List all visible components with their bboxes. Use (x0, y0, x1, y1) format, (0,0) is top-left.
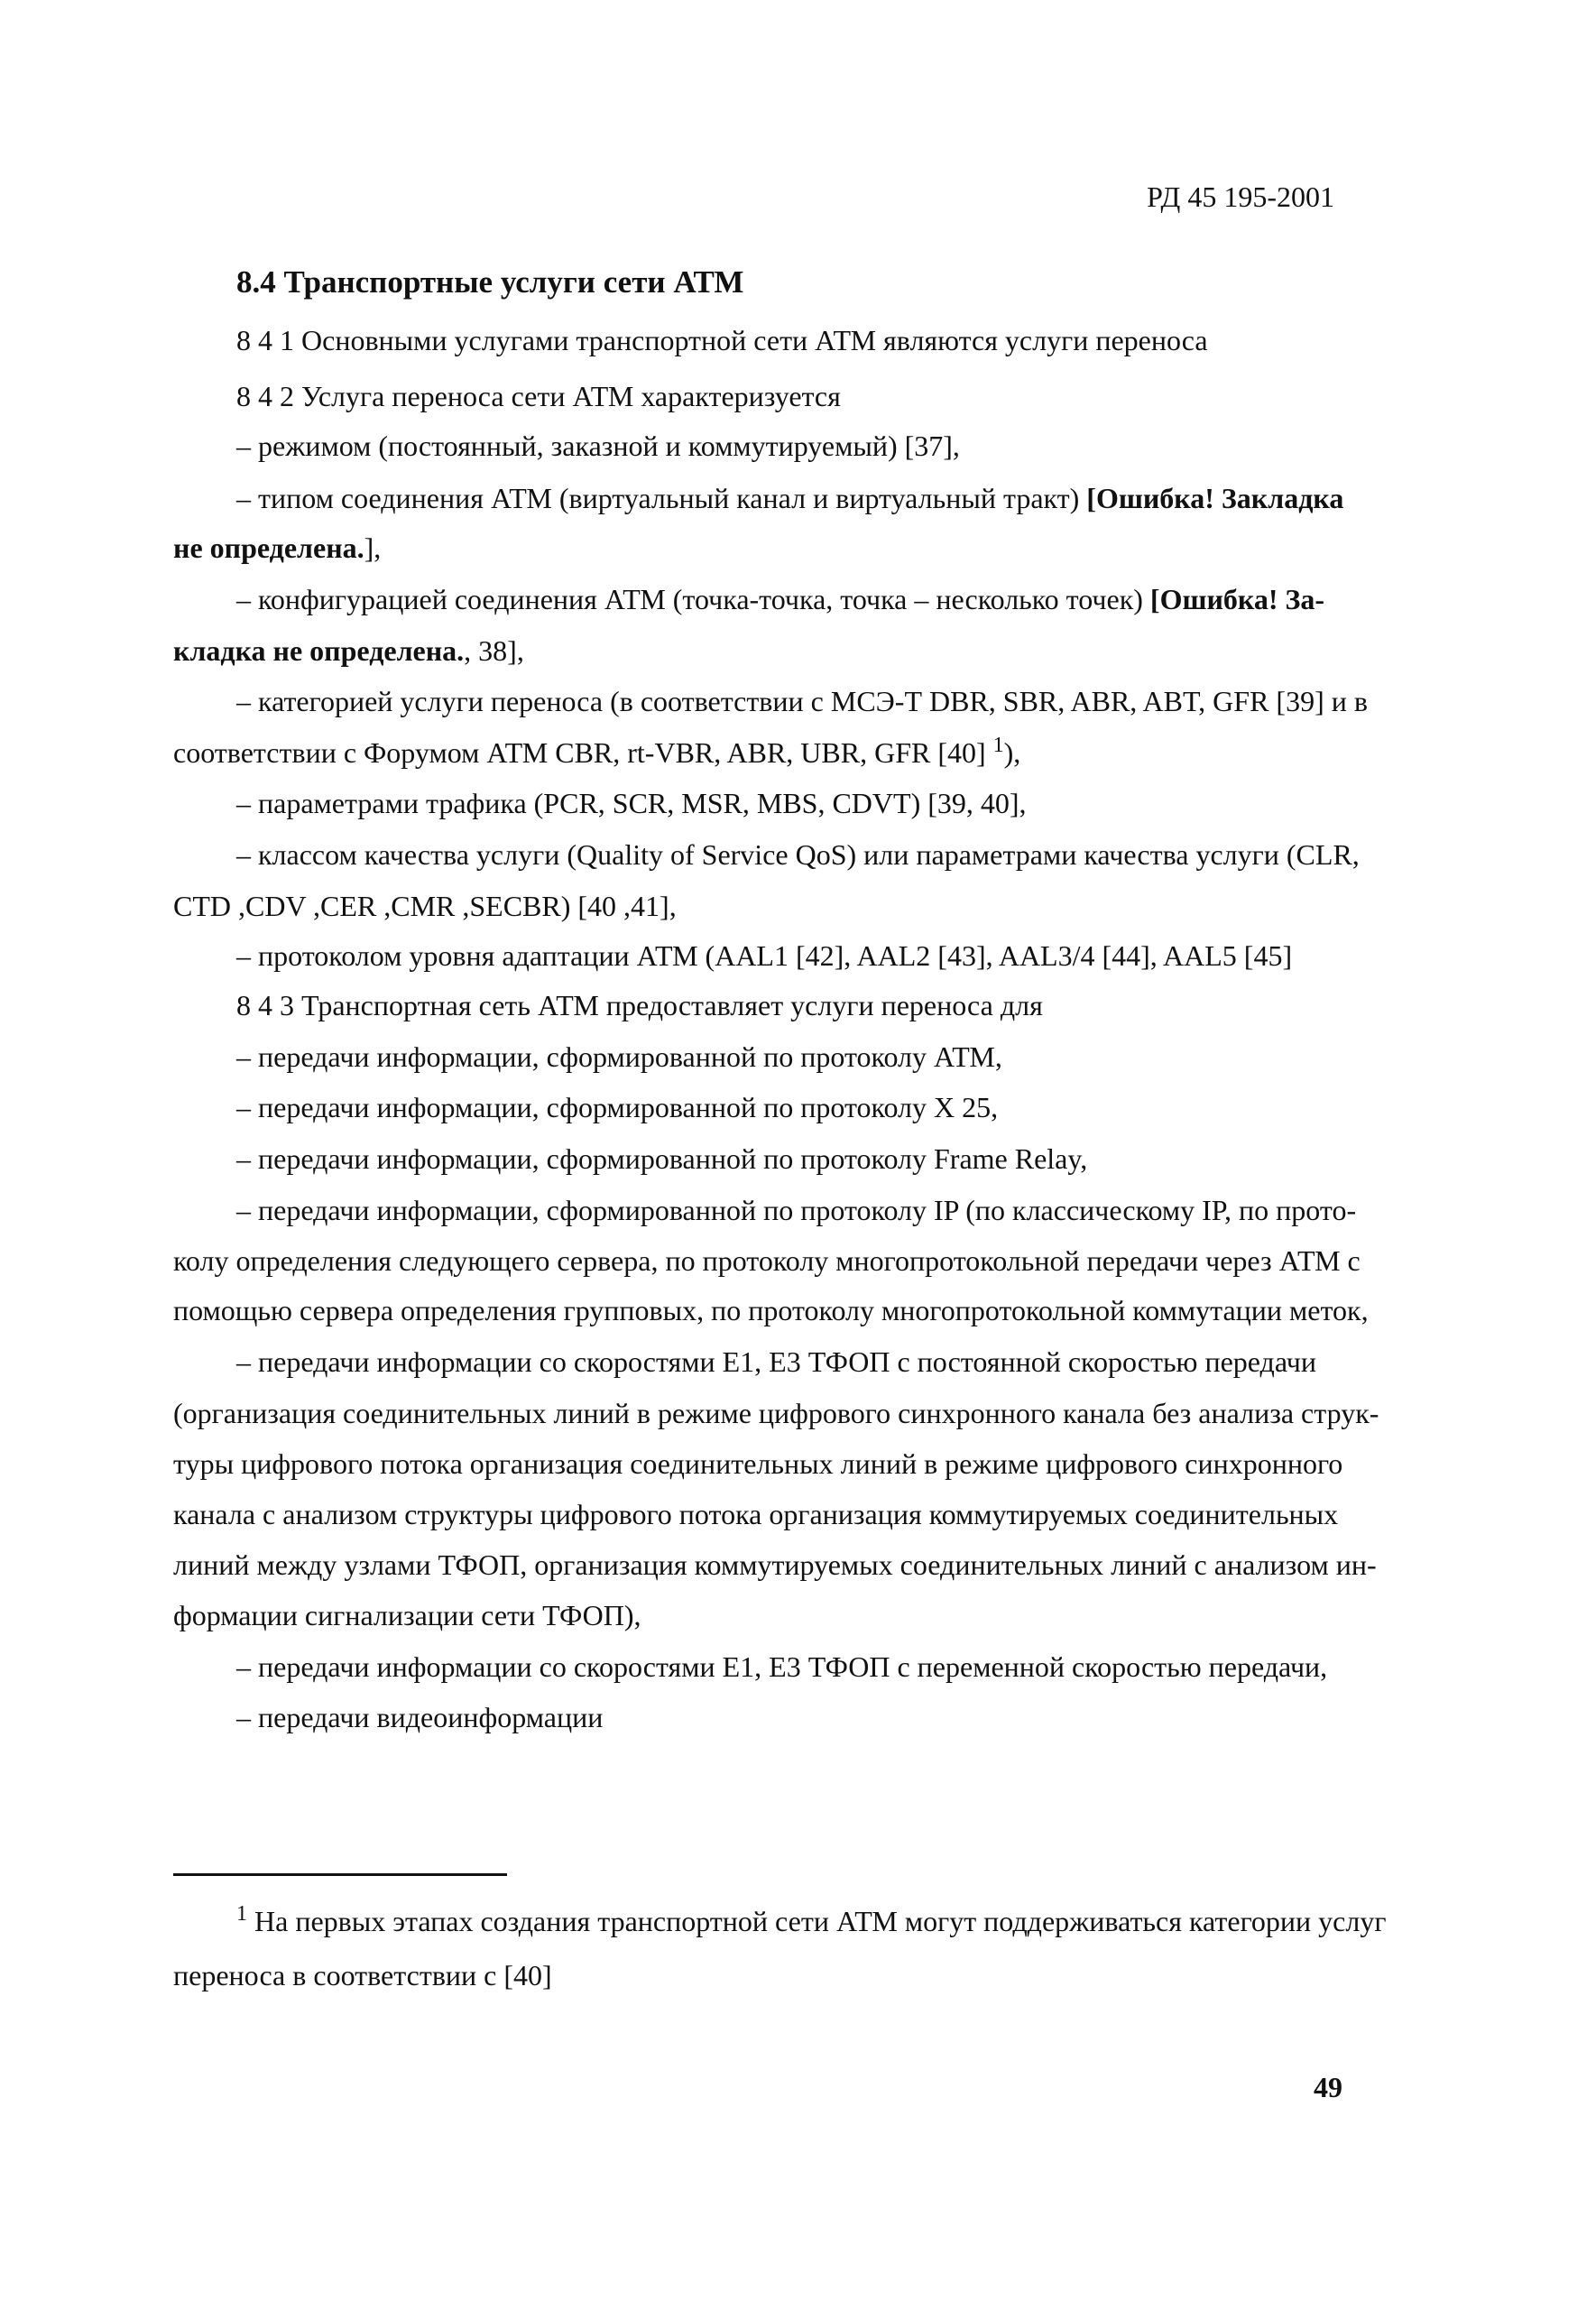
footnote-reference: 1 (992, 734, 1004, 757)
footnote-separator (173, 1873, 507, 1876)
list-item-atm: – передачи информации, сформированной по протоколу АТМ, (236, 1040, 1002, 1073)
footnote-line: На первых этапах создания транспортной сети АТМ могут поддерживаться категории услуг (247, 1905, 1387, 1937)
list-item-video: – передачи видеоинформации (236, 1701, 604, 1733)
document-code: РД 45 195-2001 (1147, 180, 1334, 213)
list-item-continuation: (организация соединительных линий в режиме цифрового синхронного канала без анализа струк- (173, 1397, 1379, 1429)
paragraph-8-4-2: 8 4 2 Услуга переноса сети АТМ характеризуется (236, 380, 841, 412)
list-item-text: – конфигурацией соединения АТМ (точка-точка, точка – несколько точек) (236, 583, 1150, 615)
list-item-continuation (173, 633, 524, 668)
error-bookmark-text: не определена. (173, 531, 364, 564)
paragraph-8-4-1: 8 4 1 Основными услугами транспортной сети АТМ являются услуги переноса (236, 324, 1208, 356)
list-item-text: соответствии с Форумом АТМ CBR, rt-VBR, ABR, UBR, GFR [40] (173, 736, 993, 769)
error-bookmark-text: [Ошибка! За- (1149, 583, 1325, 615)
list-item-qos: – классом качества услуги (Quality of Service QoS) или параметрами качества услуги (CLR, (236, 838, 1360, 871)
footnote-text (236, 1904, 1386, 1938)
list-item-e1-e3-constant: – передачи информации со скоростями Е1, Е3 ТФОП с постоянной скоростью передачи (236, 1345, 1316, 1378)
list-item-x25: – передачи информации, сформированной по протоколу X 25, (236, 1091, 999, 1123)
list-item-connection-type (236, 481, 1343, 515)
list-item-text: ), (1003, 736, 1021, 769)
footnote-mark: 1 (236, 1902, 247, 1926)
list-item-service-category: – категорией услуги переноса (в соответствии с МСЭ-Т DBR, SBR, ABR, ABT, GFR [39] и в (236, 685, 1368, 717)
list-item-text: ], (364, 531, 382, 564)
error-bookmark-text: [Ошибка! Закладка (1086, 482, 1344, 514)
list-item-e1-e3-variable: – передачи информации со скоростями Е1, Е3 ТФОП с переменной скоростью передачи, (236, 1650, 1328, 1683)
list-item-continuation (173, 531, 381, 565)
list-item-ip: – передачи информации, сформированной по протоколу IP (по классическому IP, по прото- (236, 1194, 1357, 1226)
list-item-frame-relay: – передачи информации, сформированной по протоколу Frame Relay, (236, 1142, 1088, 1175)
list-item-continuation: CTD ,CDV ,CER ,CMR ,SECBR) [40 ,41], (173, 890, 677, 922)
list-item-traffic-parameters: – параметрами трафика (PCR, SCR, MSR, MBS, CDVT) [39, 40], (236, 787, 1027, 819)
list-item-text: , 38], (464, 634, 524, 667)
section-title: 8.4 Транспортные услуги сети АТМ (236, 264, 744, 300)
list-item-continuation: помощью сервера определения групповых, по протоколу многопротокольной коммутации меток, (173, 1294, 1369, 1326)
list-item-continuation: канала с анализом структуры цифрового потока организация коммутируемых соединительных (173, 1498, 1339, 1530)
list-item-continuation: колу определения следующего сервера, по протоколу многопротокольной передачи через АТМ с (173, 1244, 1361, 1277)
list-item-continuation: линий между узлами ТФОП, организация коммутируемых соединительных линий с анализом ин- (173, 1548, 1377, 1581)
footnote-continuation: переноса в соответствии с [40] (173, 1959, 552, 1991)
list-item-continuation (173, 735, 1020, 770)
list-item-text: – типом соединения АТМ (виртуальный канал и виртуальный тракт) (236, 482, 1087, 514)
list-item-continuation: формации сигнализации сети ТФОП), (173, 1599, 641, 1631)
list-item-configuration (236, 582, 1324, 616)
list-item-mode: – режимом (постоянный, заказной и коммутируемый) [37], (236, 430, 960, 462)
paragraph-8-4-3: 8 4 3 Транспортная сеть АТМ предоставляет услуги переноса для (236, 989, 1043, 1021)
page-number: 49 (1314, 2071, 1342, 2103)
error-bookmark-text: кладка не определена. (173, 634, 465, 667)
list-item-continuation: туры цифрового потока организация соединительных линий в режиме цифрового синхронного (173, 1447, 1343, 1480)
list-item-aal: – протоколом уровня адаптации АТМ (AAL1 [42], AAL2 [43], AAL3/4 [44], AAL5 [45] (236, 939, 1293, 972)
